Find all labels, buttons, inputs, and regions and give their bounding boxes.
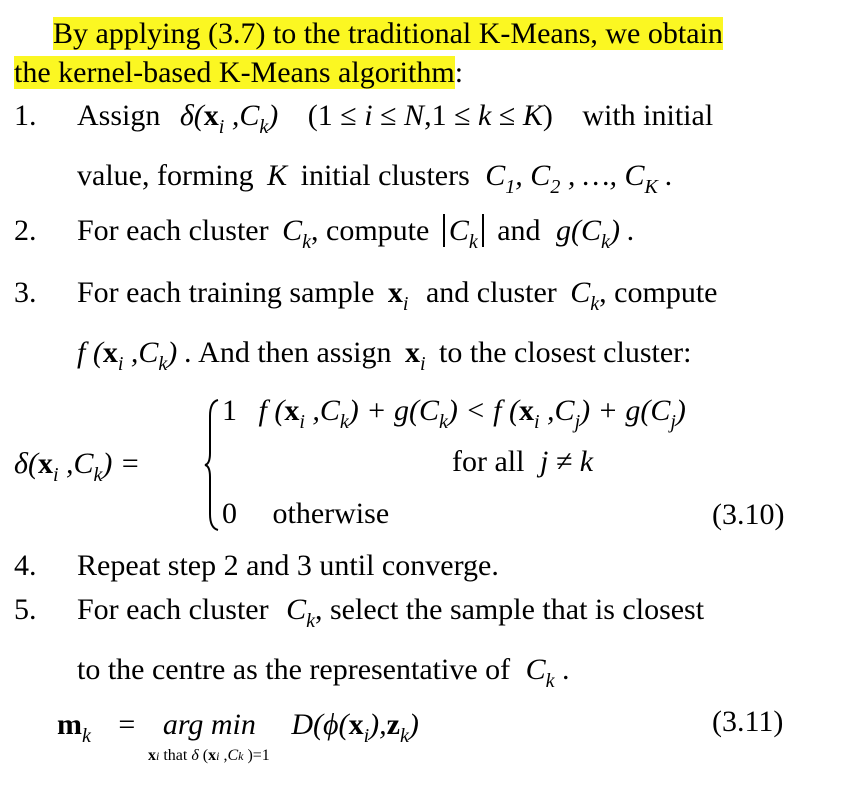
eq310-case1-expr: f ($x_i$ $,C_k) + g(C_k) < f$ ($x_i$ $,C_j) + g(C_j)$ bbox=[258, 394, 686, 433]
step-1-text-2: value, forming bbox=[77, 159, 254, 192]
eq310-condition bbox=[452, 444, 593, 480]
intro-highlight-2: the kernel-based K-Means algorithm bbox=[14, 56, 455, 89]
step-4-line: Repeat step 2 and 3 until converge. bbox=[77, 549, 499, 582]
eq310-case2 bbox=[222, 496, 389, 532]
step-1-number: 1. bbox=[14, 99, 37, 132]
step-5-Ck-2: $C_k$ bbox=[525, 653, 555, 692]
eq310-j-neq-k: j ≠ k bbox=[539, 445, 594, 478]
intro-colon: : bbox=[454, 56, 464, 89]
step-3-text-mid: and cluster bbox=[425, 276, 557, 309]
step-2-and: and bbox=[497, 214, 541, 247]
eq311-equals: = bbox=[118, 708, 136, 741]
eq310-case1-value: 1 bbox=[222, 394, 237, 427]
eq310-brace bbox=[204, 398, 220, 532]
step-1-range: (1 ≤ i ≤ N,1 ≤ k ≤ K) bbox=[307, 99, 553, 132]
step-1-clusters: $C_1$, $C_2$ , …, $C_K$ . bbox=[485, 159, 673, 198]
step-1-delta: $\delta(x_i$ $,C_k$) bbox=[179, 99, 279, 138]
eq310-otherwise: otherwise bbox=[272, 497, 390, 530]
step-5-number: 5. bbox=[14, 593, 37, 626]
step-5-text-post: , select the sample that is closest bbox=[315, 593, 705, 626]
step-5-line-1 bbox=[77, 592, 704, 639]
step-1-line-1 bbox=[77, 98, 713, 145]
step-5-text: For each cluster bbox=[77, 593, 269, 626]
step-3-Ck: $C_k$ bbox=[570, 276, 600, 315]
eq310-number: (3.10) bbox=[712, 498, 785, 531]
step-5-text-2: to the centre as the representative of bbox=[77, 653, 511, 686]
intro-line-1 bbox=[53, 16, 723, 52]
step-2-compute: , compute bbox=[311, 214, 430, 247]
eq311-argmin: arg min bbox=[162, 708, 256, 741]
step-3-number: 3. bbox=[14, 276, 37, 309]
step-3-xi-2: $x_i$ bbox=[404, 336, 426, 375]
eq311-rhs: $D(\phi(x_i),z_k)$ bbox=[291, 708, 419, 747]
step-3-text: For each training sample bbox=[77, 276, 375, 309]
step-2-text: For each cluster bbox=[77, 214, 269, 247]
eq311-number: (3.11) bbox=[712, 705, 784, 738]
step-1-line-2 bbox=[77, 158, 673, 205]
step-5-period: . bbox=[562, 653, 570, 686]
step-4-number: 4. bbox=[14, 549, 37, 582]
eq310-for-all: for all bbox=[452, 445, 525, 478]
eq310-case2-value: 0 bbox=[222, 497, 237, 530]
intro-highlight-1: By applying (3.7) to the traditional K-Means, we obtain bbox=[53, 17, 723, 50]
eq310-case1 bbox=[222, 393, 686, 440]
step-1-K: K bbox=[267, 159, 288, 192]
step-2-g: $g(C_k)$ . bbox=[556, 214, 635, 253]
step-3-text-post: , compute bbox=[599, 276, 718, 309]
step-1-text-post: with initial bbox=[582, 99, 714, 132]
step-2-line bbox=[77, 213, 635, 260]
eq310-lhs: $\delta(x_i$ $,C_k$) = bbox=[14, 447, 141, 486]
eq311-under bbox=[148, 746, 270, 766]
step-2-abs-Ck: $C_k$ bbox=[443, 214, 484, 247]
step-5-line-2 bbox=[77, 652, 570, 699]
step-1-text-3: initial clusters bbox=[300, 159, 470, 192]
step-3-then: And then assign bbox=[198, 336, 392, 369]
eq311-lhs: $m_k$ bbox=[57, 708, 91, 747]
eq311-under-text: xi that δ (xi ,Ck )=1 bbox=[148, 747, 270, 764]
step-3-line-2 bbox=[77, 335, 691, 382]
step-5-Ck: $C_k$ bbox=[286, 593, 315, 632]
step-1-text: Assign bbox=[77, 99, 161, 132]
step-2-Ck: $C_k$ bbox=[282, 214, 311, 253]
step-3-closest: to the closest cluster: bbox=[439, 336, 692, 369]
step-2-number: 2. bbox=[14, 214, 37, 247]
step-3-line-1 bbox=[77, 275, 717, 322]
intro-line-2 bbox=[14, 55, 463, 91]
step-3-xi: $x_i$ bbox=[387, 276, 409, 315]
step-3-f: f ($x_i$ $,C_k$) . bbox=[77, 336, 193, 375]
